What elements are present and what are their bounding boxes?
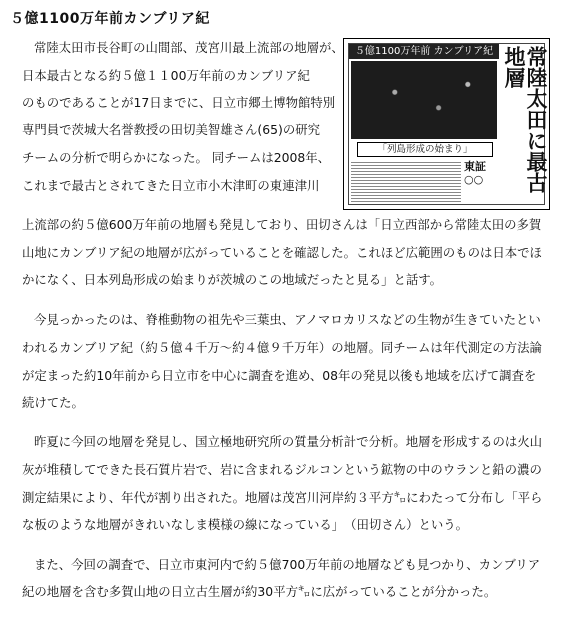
text-line: な板のような地層がきれいなしま模様の線になっている」 （田切さん）という。 bbox=[22, 517, 469, 532]
clipping-side-text: 東証 ○○ bbox=[464, 160, 486, 186]
text-line: また、今回の調査で、日立市東河内で約５億700万年前の地層なども見つかり、カンブリア bbox=[34, 557, 541, 572]
text-line: が定まった約10年前から日立市を中心に調査を進め、08年の発見以後も地域を広げて調査を bbox=[22, 368, 537, 383]
text-line: 専門員で茨城大名誉教授の田切美智雄さん(65)の研究 bbox=[22, 122, 321, 137]
clipping-photo bbox=[351, 61, 497, 139]
text-line: 続けてた。 bbox=[22, 395, 84, 410]
text-line: これまで最古とされてきた日立市小木津町の東連津川 bbox=[22, 178, 320, 193]
text-line: 上流部の約５億600万年前の地層も発見しており、田切さんは「日立西部から常陸太田の多賀 bbox=[22, 217, 542, 232]
clipping-subhead: 「列島形成の始まり」 bbox=[357, 142, 493, 157]
clipping-headline: 常陸太田に最古地層 bbox=[502, 46, 548, 193]
text-line: われるカンブリア紀（約５億４千万～約４億９千万年）の地層。同チームは年代測定の方法論 bbox=[22, 340, 542, 355]
newspaper-clipping bbox=[343, 38, 550, 210]
clipping-banner: ５億1100万年前 カンブリア紀 bbox=[349, 44, 499, 59]
text-line: 日本最古となる約５億１１00万年前のカンブリア紀 bbox=[22, 68, 310, 83]
text-line: 昨夏に今回の地層を発見し、国立極地研究所の質量分析計で分析。地層を形成するのは火山 bbox=[34, 434, 543, 449]
text-line: 常陸太田市長谷町の山間部、茂宮川最上流部の地層が、 bbox=[34, 40, 344, 55]
text-line: 灰が堆積してできた長石質片岩で、岩に含まれるジルコンという鉱物の中のウランと鉛の濃の bbox=[22, 462, 542, 477]
text-line: チームの分析で明らかになった。 同チームは2008年、 bbox=[22, 150, 331, 165]
clipping-body-text bbox=[351, 160, 461, 204]
article-title: ５億1100万年前カンブリア紀 bbox=[10, 11, 210, 27]
text-line: のものであることが17日までに、日立市郷土博物館特別 bbox=[22, 95, 336, 110]
text-line: 今見っかったのは、脊椎動物の祖先や三葉虫、アノマロカリスなどの生物が生きていたとい bbox=[34, 312, 541, 327]
text-line: 紀の地層を含む多賀山地の日立古生層が約30平方㌔に広がっていることが分かった。 bbox=[22, 584, 497, 599]
text-line: かになく、日本列島形成の始まりが茨城のこの地域だったと見る」と話す。 bbox=[22, 272, 443, 287]
text-line: 山地にカンブリア紀の地層が広がっていることを確認した。これほど広範囲のものは日本でほ bbox=[22, 245, 542, 260]
text-line: 測定結果により、年代が割り出された。地層は茂宮川河岸約３平方㌔にわたって分布し「平ら bbox=[22, 490, 543, 505]
